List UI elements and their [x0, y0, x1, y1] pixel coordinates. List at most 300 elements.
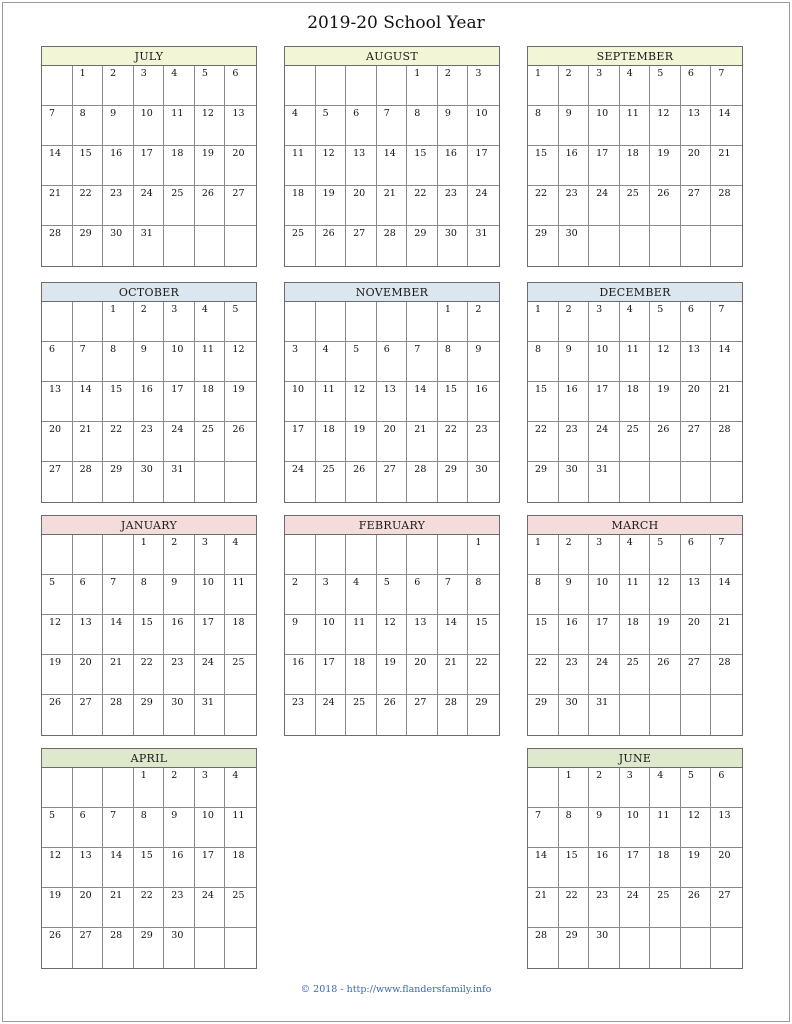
day-cell: 24 [468, 186, 499, 226]
day-cell: 17 [589, 146, 620, 186]
day-cell: 24 [164, 422, 195, 462]
empty-day-cell [377, 66, 408, 106]
day-cell: 27 [225, 186, 256, 226]
day-cell: 3 [134, 66, 165, 106]
day-cell: 11 [620, 342, 651, 382]
day-cell: 13 [73, 615, 104, 655]
day-cell: 6 [711, 768, 742, 808]
day-cell: 7 [407, 342, 438, 382]
empty-day-cell [620, 928, 651, 968]
day-cell: 29 [528, 226, 559, 266]
day-cell: 13 [407, 615, 438, 655]
day-grid [42, 66, 256, 266]
day-cell: 23 [559, 186, 590, 226]
day-cell: 6 [73, 575, 104, 615]
month-march [527, 515, 743, 736]
day-cell: 7 [438, 575, 469, 615]
day-cell: 6 [681, 535, 712, 575]
day-cell: 28 [377, 226, 408, 266]
day-cell: 25 [620, 655, 651, 695]
day-cell: 20 [346, 186, 377, 226]
day-cell: 5 [316, 106, 347, 146]
day-cell: 19 [650, 146, 681, 186]
day-cell: 2 [164, 768, 195, 808]
month-header: DECEMBER [528, 283, 742, 302]
day-cell: 16 [164, 615, 195, 655]
empty-day-cell [620, 462, 651, 502]
day-cell: 25 [620, 422, 651, 462]
day-cell: 7 [103, 575, 134, 615]
day-cell: 5 [195, 66, 226, 106]
footer-link[interactable]: © 2018 - http://www.flandersfamily.info [300, 984, 492, 995]
day-cell: 27 [681, 655, 712, 695]
day-cell: 22 [407, 186, 438, 226]
day-cell: 28 [42, 226, 73, 266]
day-cell: 8 [559, 808, 590, 848]
day-cell: 2 [559, 302, 590, 342]
day-cell: 23 [285, 695, 316, 735]
day-cell: 19 [316, 186, 347, 226]
day-cell: 27 [42, 462, 73, 502]
empty-day-cell [103, 535, 134, 575]
day-cell: 5 [650, 66, 681, 106]
empty-day-cell [73, 535, 104, 575]
day-cell: 28 [711, 422, 742, 462]
day-cell: 22 [73, 186, 104, 226]
empty-day-cell [681, 226, 712, 266]
day-cell: 14 [103, 848, 134, 888]
empty-day-cell [407, 535, 438, 575]
day-cell: 26 [195, 186, 226, 226]
day-cell: 9 [438, 106, 469, 146]
month-october [41, 282, 257, 503]
day-cell: 1 [438, 302, 469, 342]
day-cell: 5 [225, 302, 256, 342]
day-cell: 9 [103, 106, 134, 146]
day-cell: 19 [650, 615, 681, 655]
day-cell: 7 [711, 302, 742, 342]
day-cell: 1 [528, 302, 559, 342]
day-cell: 9 [589, 808, 620, 848]
day-cell: 14 [528, 848, 559, 888]
day-cell: 20 [681, 146, 712, 186]
month-january [41, 515, 257, 736]
day-cell: 24 [316, 695, 347, 735]
empty-day-cell [195, 928, 226, 968]
empty-day-cell [620, 226, 651, 266]
day-cell: 3 [316, 575, 347, 615]
day-cell: 16 [103, 146, 134, 186]
day-cell: 2 [589, 768, 620, 808]
day-cell: 11 [316, 382, 347, 422]
empty-day-cell [225, 695, 256, 735]
day-cell: 12 [650, 106, 681, 146]
day-cell: 27 [681, 422, 712, 462]
day-cell: 15 [528, 382, 559, 422]
day-cell: 14 [73, 382, 104, 422]
day-cell: 9 [164, 808, 195, 848]
day-cell: 14 [438, 615, 469, 655]
day-cell: 17 [195, 848, 226, 888]
day-cell: 5 [377, 575, 408, 615]
day-cell: 25 [225, 655, 256, 695]
day-cell: 2 [285, 575, 316, 615]
day-cell: 7 [377, 106, 408, 146]
day-cell: 28 [711, 655, 742, 695]
day-cell: 30 [559, 226, 590, 266]
day-cell: 23 [164, 655, 195, 695]
day-cell: 19 [650, 382, 681, 422]
day-cell: 6 [377, 342, 408, 382]
day-cell: 25 [285, 226, 316, 266]
day-cell: 3 [195, 535, 226, 575]
day-cell: 9 [164, 575, 195, 615]
empty-day-cell [438, 535, 469, 575]
empty-day-cell [407, 302, 438, 342]
day-grid [528, 535, 742, 735]
day-cell: 10 [589, 575, 620, 615]
day-cell: 13 [681, 575, 712, 615]
empty-day-cell [42, 535, 73, 575]
day-cell: 24 [589, 655, 620, 695]
day-cell: 23 [103, 186, 134, 226]
day-cell: 14 [711, 575, 742, 615]
empty-day-cell [285, 66, 316, 106]
day-cell: 7 [42, 106, 73, 146]
day-cell: 17 [195, 615, 226, 655]
day-cell: 29 [438, 462, 469, 502]
day-cell: 3 [285, 342, 316, 382]
day-cell: 21 [438, 655, 469, 695]
day-cell: 30 [438, 226, 469, 266]
day-cell: 18 [620, 146, 651, 186]
month-header: APRIL [42, 749, 256, 768]
day-cell: 3 [195, 768, 226, 808]
day-cell: 16 [559, 146, 590, 186]
day-cell: 5 [42, 808, 73, 848]
empty-day-cell [285, 535, 316, 575]
day-cell: 23 [589, 888, 620, 928]
day-cell: 10 [589, 106, 620, 146]
day-cell: 19 [42, 888, 73, 928]
day-cell: 14 [42, 146, 73, 186]
day-cell: 6 [225, 66, 256, 106]
day-cell: 19 [377, 655, 408, 695]
month-june [527, 748, 743, 969]
empty-day-cell [42, 302, 73, 342]
day-cell: 5 [650, 302, 681, 342]
day-cell: 12 [225, 342, 256, 382]
day-cell: 8 [528, 106, 559, 146]
day-grid [285, 535, 499, 735]
day-cell: 1 [103, 302, 134, 342]
empty-day-cell [681, 462, 712, 502]
empty-day-cell [73, 302, 104, 342]
day-cell: 6 [346, 106, 377, 146]
day-cell: 27 [681, 186, 712, 226]
day-cell: 15 [73, 146, 104, 186]
day-cell: 15 [134, 848, 165, 888]
day-cell: 29 [559, 928, 590, 968]
day-cell: 1 [134, 768, 165, 808]
day-cell: 14 [103, 615, 134, 655]
day-cell: 21 [42, 186, 73, 226]
day-cell: 1 [528, 66, 559, 106]
day-cell: 26 [650, 422, 681, 462]
day-cell: 11 [225, 808, 256, 848]
day-cell: 24 [195, 888, 226, 928]
day-cell: 26 [42, 695, 73, 735]
day-cell: 31 [195, 695, 226, 735]
day-cell: 29 [103, 462, 134, 502]
day-cell: 11 [195, 342, 226, 382]
day-cell: 26 [377, 695, 408, 735]
day-cell: 28 [438, 695, 469, 735]
empty-day-cell [225, 226, 256, 266]
day-cell: 28 [711, 186, 742, 226]
day-cell: 9 [559, 575, 590, 615]
empty-day-cell [103, 768, 134, 808]
day-cell: 30 [589, 928, 620, 968]
day-cell: 16 [285, 655, 316, 695]
day-cell: 24 [589, 422, 620, 462]
day-cell: 20 [711, 848, 742, 888]
day-cell: 10 [134, 106, 165, 146]
month-december [527, 282, 743, 503]
day-cell: 31 [164, 462, 195, 502]
empty-day-cell [73, 768, 104, 808]
day-cell: 16 [134, 382, 165, 422]
day-cell: 4 [650, 768, 681, 808]
empty-day-cell [42, 768, 73, 808]
empty-day-cell [650, 226, 681, 266]
day-cell: 29 [73, 226, 104, 266]
day-cell: 20 [407, 655, 438, 695]
day-cell: 2 [103, 66, 134, 106]
day-cell: 8 [438, 342, 469, 382]
empty-day-cell [620, 695, 651, 735]
day-cell: 11 [650, 808, 681, 848]
day-cell: 30 [559, 695, 590, 735]
empty-day-cell [681, 695, 712, 735]
day-cell: 13 [42, 382, 73, 422]
day-cell: 8 [528, 342, 559, 382]
empty-day-cell [346, 302, 377, 342]
day-cell: 11 [164, 106, 195, 146]
empty-day-cell [650, 695, 681, 735]
month-header: JANUARY [42, 516, 256, 535]
day-cell: 26 [650, 186, 681, 226]
day-cell: 12 [346, 382, 377, 422]
day-cell: 26 [650, 655, 681, 695]
month-november [284, 282, 500, 503]
day-cell: 21 [711, 146, 742, 186]
day-cell: 3 [589, 66, 620, 106]
day-cell: 29 [407, 226, 438, 266]
day-cell: 4 [164, 66, 195, 106]
day-grid [528, 768, 742, 968]
day-cell: 5 [650, 535, 681, 575]
day-cell: 28 [528, 928, 559, 968]
day-cell: 5 [681, 768, 712, 808]
day-cell: 27 [407, 695, 438, 735]
day-cell: 12 [195, 106, 226, 146]
day-cell: 15 [438, 382, 469, 422]
day-cell: 28 [407, 462, 438, 502]
day-cell: 31 [134, 226, 165, 266]
day-cell: 17 [285, 422, 316, 462]
day-cell: 12 [42, 615, 73, 655]
day-cell: 13 [73, 848, 104, 888]
day-cell: 1 [73, 66, 104, 106]
day-cell: 18 [225, 615, 256, 655]
day-cell: 29 [475, 697, 488, 708]
day-cell: 25 [620, 186, 651, 226]
empty-day-cell [346, 535, 377, 575]
month-header: OCTOBER [42, 283, 256, 302]
day-cell: 23 [134, 422, 165, 462]
empty-day-cell [225, 462, 256, 502]
day-cell: 31 [475, 228, 488, 239]
day-cell: 12 [377, 615, 408, 655]
day-cell: 27 [377, 462, 408, 502]
day-grid [285, 66, 499, 266]
day-cell: 12 [681, 808, 712, 848]
day-cell: 3 [468, 66, 499, 106]
day-cell: 3 [164, 302, 195, 342]
day-cell: 23 [559, 422, 590, 462]
day-cell: 14 [711, 342, 742, 382]
day-cell: 23 [559, 655, 590, 695]
day-cell: 15 [134, 615, 165, 655]
day-cell: 27 [73, 695, 104, 735]
day-cell: 21 [73, 422, 104, 462]
day-cell: 30 [134, 462, 165, 502]
day-cell: 4 [316, 342, 347, 382]
day-cell: 19 [195, 146, 226, 186]
day-cell: 4 [620, 302, 651, 342]
day-cell: 19 [42, 655, 73, 695]
day-cell: 8 [103, 342, 134, 382]
day-cell: 20 [681, 615, 712, 655]
day-cell: 2 [134, 302, 165, 342]
day-cell: 29 [134, 695, 165, 735]
day-cell: 25 [225, 888, 256, 928]
day-cell: 24 [589, 186, 620, 226]
day-cell: 22 [134, 655, 165, 695]
day-cell: 1 [559, 768, 590, 808]
empty-day-cell [316, 535, 347, 575]
day-cell: 20 [681, 382, 712, 422]
day-cell: 24 [285, 462, 316, 502]
day-cell: 22 [438, 422, 469, 462]
day-cell: 13 [711, 808, 742, 848]
month-header: NOVEMBER [285, 283, 499, 302]
day-cell: 29 [134, 928, 165, 968]
month-header: JUNE [528, 749, 742, 768]
day-cell: 15 [468, 615, 499, 655]
day-cell: 4 [285, 106, 316, 146]
day-cell: 6 [73, 808, 104, 848]
day-cell: 8 [468, 575, 499, 615]
day-cell: 20 [73, 655, 104, 695]
day-cell: 9 [559, 342, 590, 382]
empty-day-cell [589, 226, 620, 266]
day-cell: 26 [42, 928, 73, 968]
day-grid [42, 302, 256, 502]
day-cell: 15 [559, 848, 590, 888]
day-cell: 28 [103, 695, 134, 735]
day-cell: 26 [225, 422, 256, 462]
day-cell: 15 [528, 146, 559, 186]
day-cell: 22 [528, 186, 559, 226]
empty-day-cell [377, 302, 408, 342]
day-cell: 2 [559, 535, 590, 575]
month-august [284, 46, 500, 267]
day-cell: 23 [164, 888, 195, 928]
day-cell: 19 [346, 422, 377, 462]
day-cell: 6 [407, 575, 438, 615]
day-cell: 3 [620, 768, 651, 808]
day-cell: 12 [650, 342, 681, 382]
day-cell: 11 [620, 575, 651, 615]
day-cell: 25 [195, 422, 226, 462]
day-cell: 19 [681, 848, 712, 888]
empty-day-cell [650, 462, 681, 502]
day-cell: 24 [134, 186, 165, 226]
day-cell: 9 [468, 342, 499, 382]
day-cell: 9 [285, 615, 316, 655]
day-cell: 10 [468, 106, 499, 146]
day-cell: 17 [468, 146, 499, 186]
day-cell: 24 [620, 888, 651, 928]
month-header: SEPTEMBER [528, 47, 742, 66]
day-cell: 4 [346, 575, 377, 615]
day-cell: 17 [316, 655, 347, 695]
day-cell: 11 [225, 575, 256, 615]
day-cell: 18 [164, 146, 195, 186]
day-grid [42, 768, 256, 968]
day-cell: 8 [73, 106, 104, 146]
day-cell: 17 [620, 848, 651, 888]
day-cell: 3 [589, 302, 620, 342]
day-cell: 4 [620, 66, 651, 106]
day-cell: 16 [559, 382, 590, 422]
day-cell: 12 [42, 848, 73, 888]
day-cell: 8 [134, 575, 165, 615]
day-cell: 21 [711, 382, 742, 422]
empty-day-cell [195, 462, 226, 502]
day-cell: 21 [103, 888, 134, 928]
day-cell: 27 [346, 226, 377, 266]
day-cell: 21 [103, 655, 134, 695]
day-cell: 11 [620, 106, 651, 146]
empty-day-cell [346, 66, 377, 106]
day-cell: 10 [195, 575, 226, 615]
day-cell: 25 [346, 695, 377, 735]
day-cell: 7 [103, 808, 134, 848]
day-cell: 17 [589, 615, 620, 655]
day-cell: 3 [589, 535, 620, 575]
day-cell: 16 [164, 848, 195, 888]
day-cell: 30 [164, 695, 195, 735]
month-april [41, 748, 257, 969]
day-cell: 4 [225, 768, 256, 808]
day-cell: 18 [650, 848, 681, 888]
month-header: MARCH [528, 516, 742, 535]
day-cell: 4 [620, 535, 651, 575]
day-cell: 26 [681, 888, 712, 928]
